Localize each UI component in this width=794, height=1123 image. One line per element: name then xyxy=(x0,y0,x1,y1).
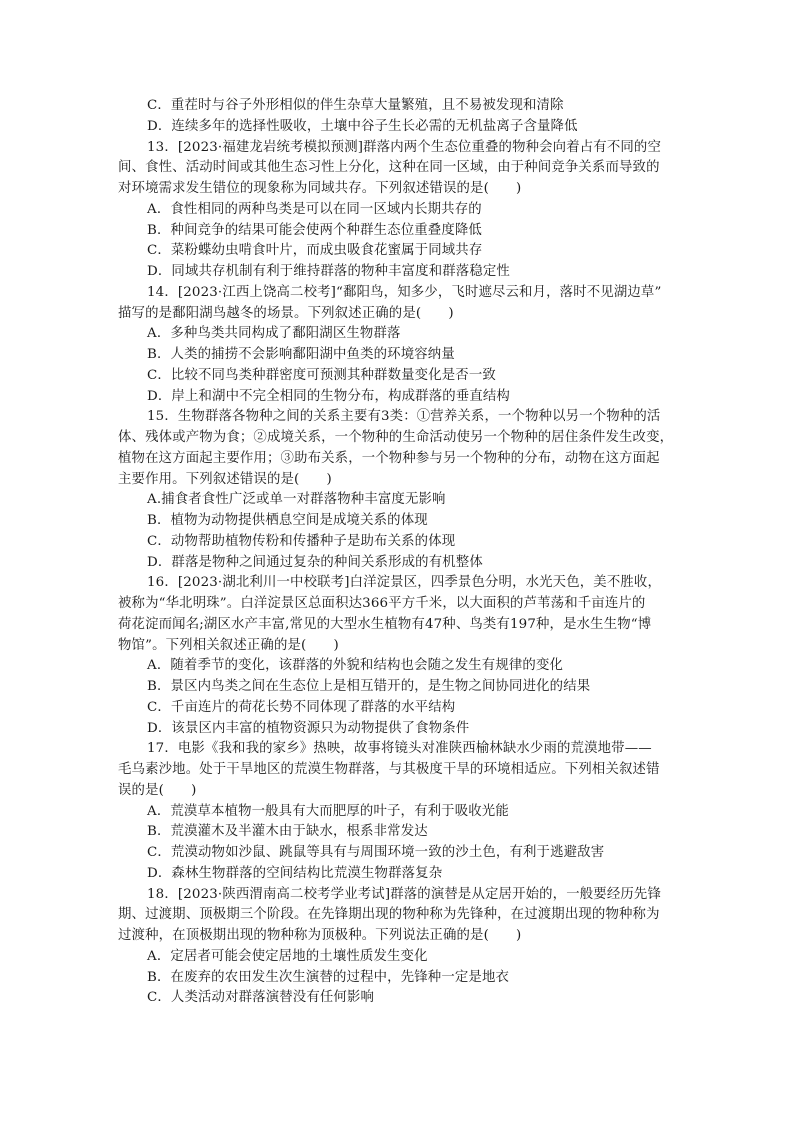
question-stem-line: 13．[2023·福建龙岩统考模拟预测]群落内两个生态位重叠的物种会向着占有不同的空 xyxy=(147,139,662,155)
text-line: 被称为“华北明珠”。白洋淀景区总面积达366平方千米，以大面积的芦苇荡和千亩连片的 xyxy=(118,596,646,611)
answer-option-line: B．种间竞争的结果可能会使两个种群生态位重叠度降低 xyxy=(147,222,482,238)
answer-option-line: D．同域共存机制有利于维持群落的物种丰富度和群落稳定性 xyxy=(147,264,510,279)
answer-option-line: A．荒漠草本植物一般具有大而肥厚的叶子，有利于吸收光能 xyxy=(147,803,509,819)
text-line: 物馆”。下列相关叙述正确的是( ) xyxy=(118,637,339,653)
text-line: 主要作用。下列叙述错误的是( ) xyxy=(118,471,332,487)
answer-option-line: A.捕食者食性广泛或单一对群落物种丰富度无影响 xyxy=(147,492,446,508)
answer-option-line: D．群落是物种之间通过复杂的种间关系形成的有机整体 xyxy=(147,554,483,570)
text-line: 毛乌素沙地。处于干旱地区的荒漠生物群落，与其极度干旱的环境相适应。下列相关叙述错 xyxy=(118,762,660,777)
answer-option-line: B．景区内鸟类之间在生态位上是相互错开的，是生物之间协同进化的结果 xyxy=(147,679,591,694)
answer-option-line: D．森林生物群落的空间结构比荒漠生物群落复杂 xyxy=(147,865,443,881)
question-stem-line: 15．生物群落各物种之间的关系主要有3类：①营养关系，一个物种以另一个物种的活 xyxy=(147,409,661,425)
text-line: 期、过渡期、顶极期三个阶段。在先锋期出现的物种称为先锋种，在过渡期出现的物种称为 xyxy=(118,907,660,923)
answer-option-line: B．在废弃的农田发生次生演替的过程中，先锋种一定是地衣 xyxy=(147,969,510,985)
answer-option-line: C．人类活动对群落演替没有任何影响 xyxy=(147,990,375,1006)
text-line: 描写的是鄱阳湖鸟越冬的场景。下列叙述正确的是( ) xyxy=(118,305,454,321)
text-line: 荷花淀而闻名;湖区水产丰富,常见的大型水生植物有47种、鸟类有197种，是水生生物“博 xyxy=(118,616,652,632)
answer-option-line: D．连续多年的选择性吸收，土壤中谷子生长必需的无机盐离子含量降低 xyxy=(147,118,578,134)
text-line: 间、食性、活动时间或其他生态习性上分化，这种在同一区域，由于种间竞争关系而导致的 xyxy=(118,160,660,176)
text-line: 过渡种，在顶极期出现的物种称为顶极种。下列说法正确的是( ) xyxy=(118,928,522,943)
answer-option-line: C．荒漠动物如沙鼠、跳鼠等具有与周围环境一致的沙土色，有利于逃避敌害 xyxy=(147,845,605,860)
answer-option-line: A．随着季节的变化，该群落的外貌和结构也会随之发生有规律的变化 xyxy=(147,658,564,674)
answer-option-line: D．岸上和湖中不完全相同的生物分布，构成群落的垂直结构 xyxy=(147,388,510,404)
answer-option-line: C．千亩连片的荷花长势不同体现了群落的水平结构 xyxy=(147,699,456,715)
answer-option-line: A．定居者可能会使定居地的土壤性质发生变化 xyxy=(147,948,428,964)
answer-option-line: A．多种鸟类共同构成了鄱阳湖区生物群落 xyxy=(147,326,401,342)
question-stem-line: 16．[2023·湖北利川一中校联考]白洋淀景区，四季景色分明，水光天色，美不胜收， xyxy=(147,575,662,591)
answer-option-line: B．植物为动物提供栖息空间是成境关系的体现 xyxy=(147,513,428,528)
text-line: 对环境需求发生错位的现象称为同域共存。下列叙述错误的是( ) xyxy=(118,181,522,196)
answer-option-line: C．比较不同鸟类种群密度可预测其种群数量变化是否一致 xyxy=(147,367,496,383)
text-line: 误的是( ) xyxy=(118,782,197,798)
answer-option-line: B．人类的捕捞不会影响鄱阳湖中鱼类的环境容纳量 xyxy=(147,347,455,362)
answer-option-line: D．该景区内丰富的植物资源只为动物提供了食物条件 xyxy=(147,720,470,736)
question-stem-line: 17．电影《我和我的家乡》热映，故事将镜头对准陕西榆林缺水少雨的荒漠地带—— xyxy=(147,741,652,757)
text-line: 体、残体或产物为食；②成境关系，一个物种的生命活动使另一个物种的居住条件发生改变， xyxy=(118,430,674,445)
answer-option-line: B．荒漠灌木及半灌木由于缺水，根系非常发达 xyxy=(147,824,428,840)
answer-option-line: C．菜粉蝶幼虫啃食叶片，而成虫吸食花蜜属于同域共存 xyxy=(147,243,483,259)
question-stem-line: 14．[2023·江西上饶高二校考]“鄱阳鸟，知多少，飞时遮尽云和月，落时不见湖边草” xyxy=(147,284,662,300)
text-line: 植物在这方面起主要作用；③助布关系，一个物种参与另一个物种的分布，动物在这方面起 xyxy=(118,450,660,466)
answer-option-line: C．动物帮助植物传粉和传播种子是助布关系的体现 xyxy=(147,533,456,549)
question-stem-line: 18．[2023·陕西渭南高二校考学业考试]群落的演替是从定居开始的，一般要经历先锋 xyxy=(147,886,662,902)
answer-option-line: A．食性相同的两种鸟类是可以在同一区域内长期共存的 xyxy=(147,201,482,217)
answer-option-line: C．重茬时与谷子外形相似的伴生杂草大量繁殖，且不易被发现和清除 xyxy=(147,98,564,113)
